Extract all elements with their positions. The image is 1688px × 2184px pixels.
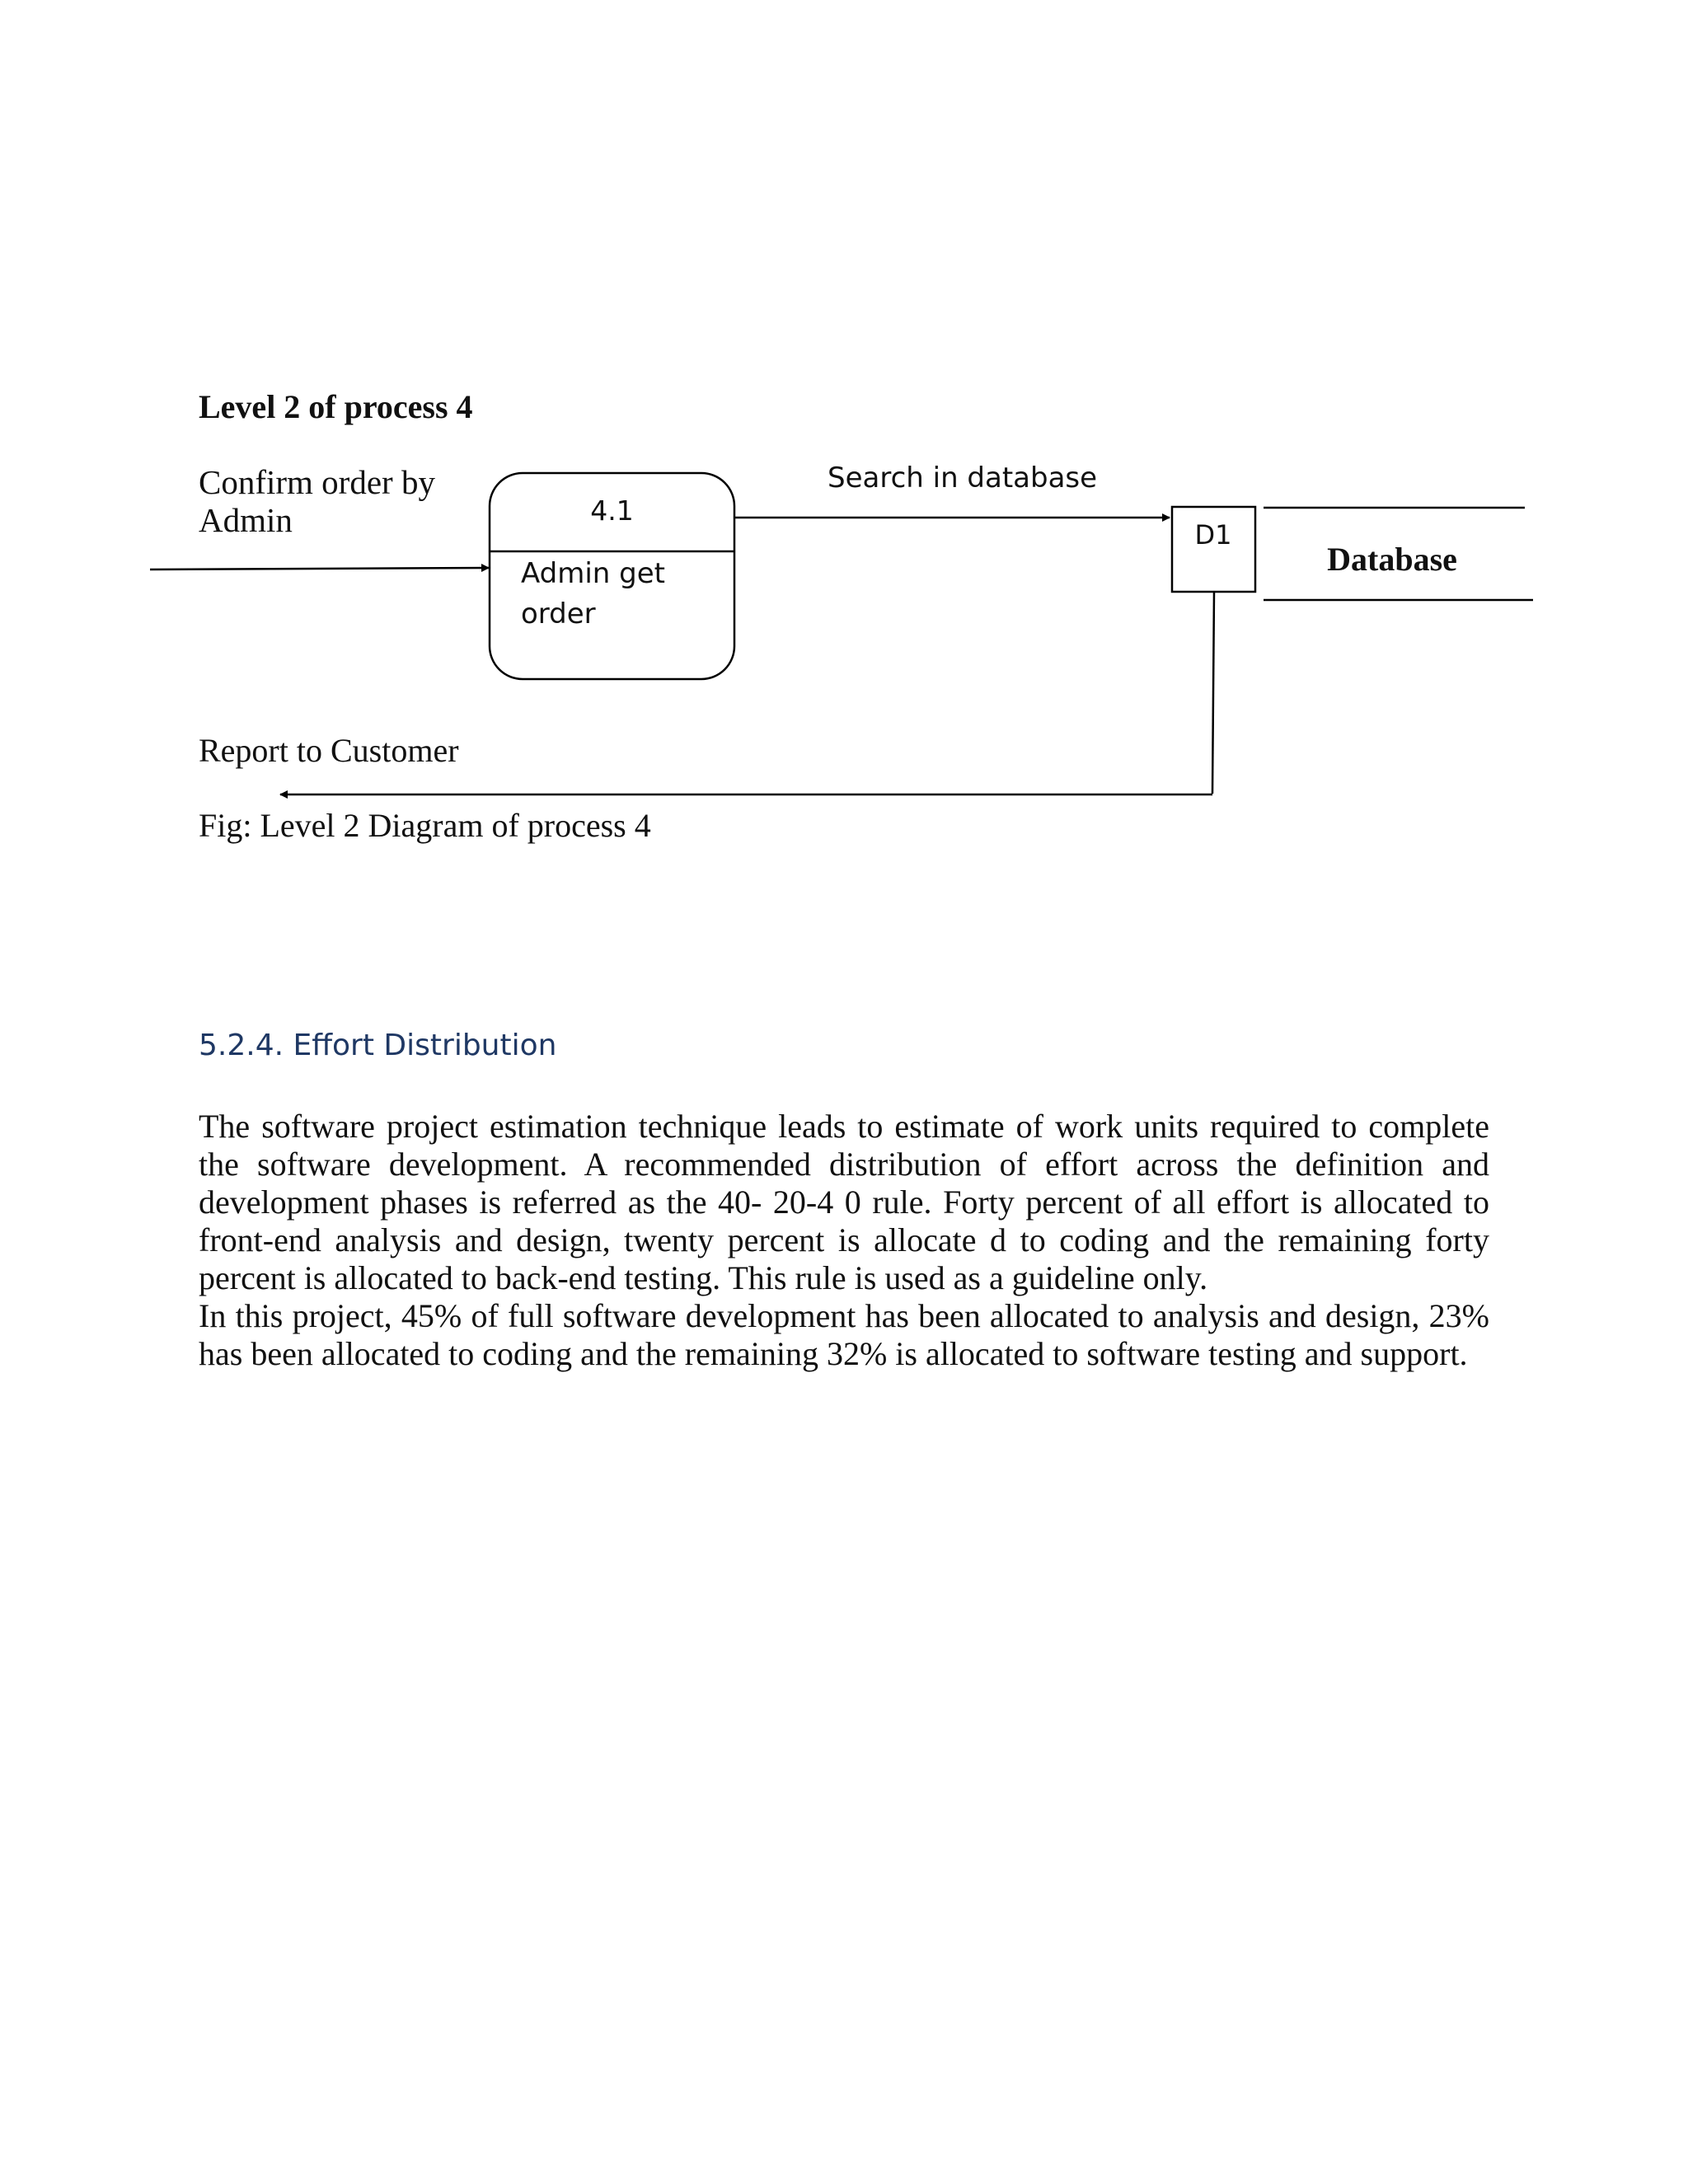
section-title: Level 2 of process 4 [199,388,473,425]
subsection-heading: 5.2.4. Effort Distribution [199,1029,557,1062]
report-flow-vertical [1212,592,1214,794]
paragraph: In this project, 45% of full software development has been allocated to analysis and design, 23% has been allocated to coding and the remaining 32% is allocated to software testing and support. [199,1297,1489,1372]
source-flow-label: Confirm order by Admin [199,463,435,539]
search-flow-label: Search in database [828,462,1098,494]
input-flow-arrow [150,568,489,569]
figure-caption: Fig: Level 2 Diagram of process 4 [199,807,651,844]
process-name: Admin get order [521,557,665,630]
data-store-id: D1 [1194,519,1232,551]
body-text [199,1108,1489,1373]
paragraph: The software project estimation technique leads to estimate of work units required to complete the software development. A recommended distribution of effort across the definition and development phases is referred as the 40- 20-4 0 rule. Forty percent of all effort is allocated to front-end analysis and design, twenty percent is allocate d to coding and the remaining forty percent is allocated to back-end testing. This rule is used as a guideline only. [199,1108,1489,1296]
process-id: 4.1 [590,494,634,527]
data-store-name: Database [1327,541,1457,578]
report-flow-label: Report to Customer [199,732,459,769]
